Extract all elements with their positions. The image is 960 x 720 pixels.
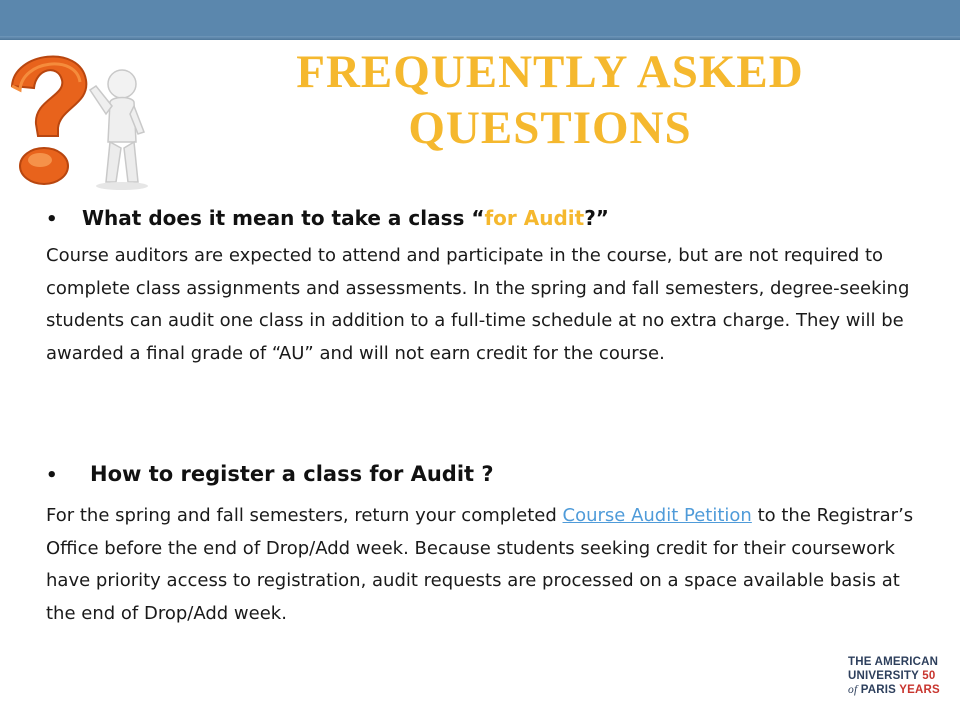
logo-paris: PARIS — [860, 684, 897, 696]
header-bar — [0, 0, 960, 40]
faq-answer-1: Course auditors are expected to attend and participate in the course, but are not required to complete class assignments and assessments. In the spring and fall semesters, degree-seeking students can audit one class in addition to a full-time schedule at no extra charge. They will be awarded a final grade of “AU” and will not earn credit for the course. — [46, 245, 910, 364]
logo-american: AMERICAN — [874, 656, 939, 668]
question-1-prefix: What does it mean to take a class “ — [82, 206, 485, 230]
title-line-1: FREQUENTLY ASKED — [296, 46, 804, 98]
logo-of: of — [848, 684, 858, 696]
logo-the: THE — [848, 656, 872, 668]
answer-2-after: to the Registrar’s Office before the end of Drop/Add week. Because students seeking credit for their coursework have priority access to registration, audit requests are processed on a space available basis at the end of Drop/Add week. — [46, 505, 914, 624]
course-audit-petition-link[interactable]: Course Audit Petition — [562, 505, 752, 526]
university-logo — [848, 655, 940, 701]
faq-question-2 — [46, 456, 926, 494]
faq-question-1 — [46, 200, 926, 238]
faq-answer-2 — [46, 500, 926, 630]
logo-years: YEARS — [899, 684, 940, 696]
logo-university: UNIVERSITY — [848, 670, 919, 682]
question-1-suffix: ?” — [584, 206, 609, 230]
question-mark-figure-icon — [0, 44, 160, 194]
answer-2-before: For the spring and fall semesters, return your completed — [46, 505, 563, 526]
page-title — [180, 44, 920, 156]
question-2-text: How to register a class for Audit ? — [90, 462, 494, 486]
bullet-icon: • — [46, 209, 58, 230]
title-line-2: QUESTIONS — [408, 102, 692, 154]
bullet-icon: • — [46, 465, 58, 486]
question-1-highlight: for Audit — [484, 206, 585, 230]
logo-fifty: 50 — [922, 670, 936, 682]
header-bar-edge — [0, 36, 960, 40]
